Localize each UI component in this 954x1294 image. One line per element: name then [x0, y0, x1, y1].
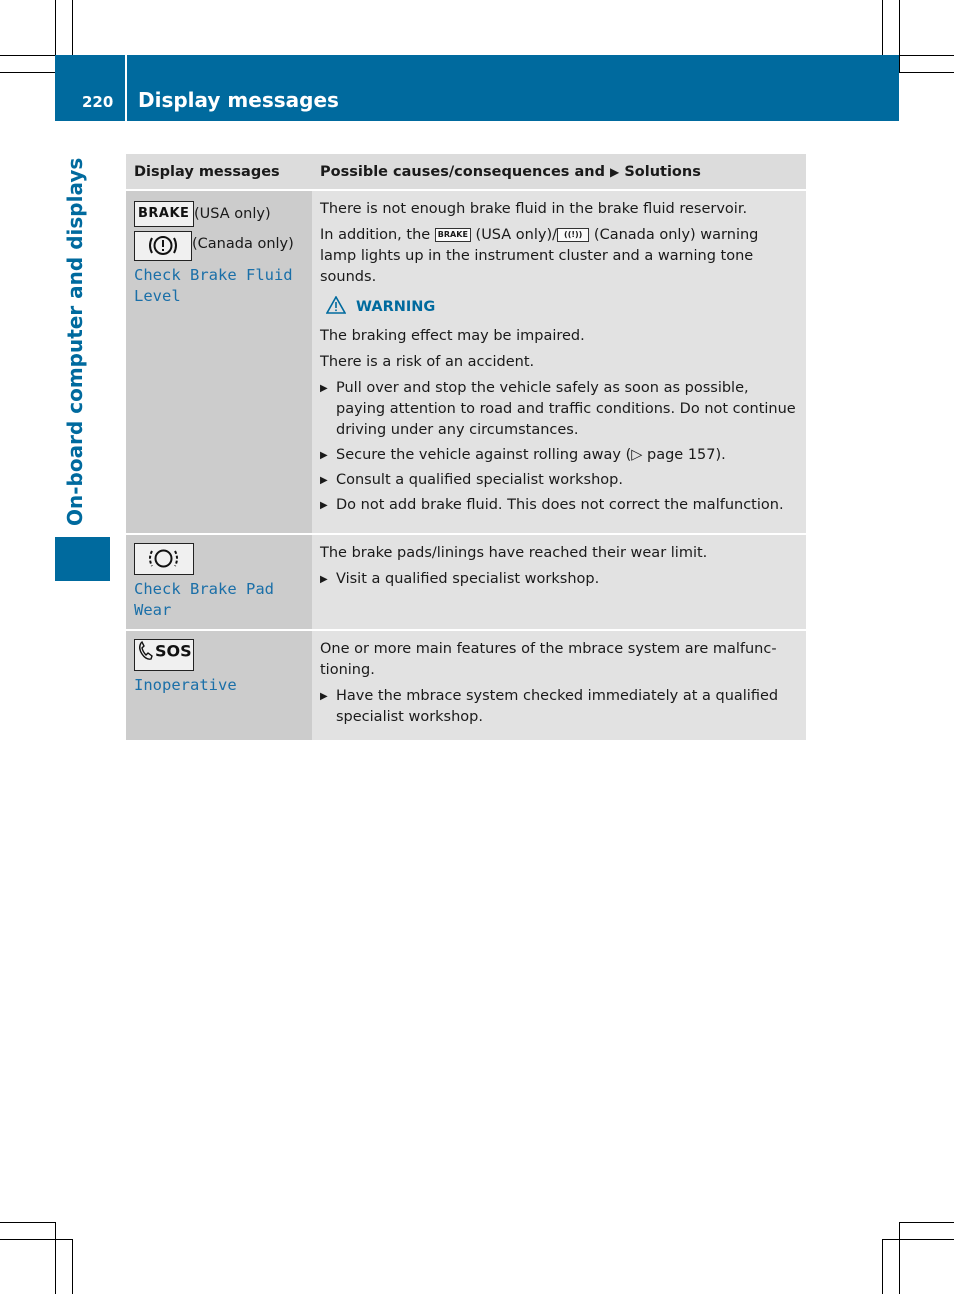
warning-triangle-icon: [326, 296, 346, 314]
column-header-causes: [312, 154, 806, 190]
table-row: [126, 534, 806, 630]
brake-warning-icon: BRAKE: [134, 201, 194, 227]
causes-cell: [312, 190, 806, 534]
label-canada-only: (Canada only): [192, 236, 294, 252]
display-message-cell: [126, 534, 312, 630]
step-arrow-icon: ▶: [320, 450, 328, 461]
display-message-text: Check Brake Fluid Level: [134, 266, 293, 305]
table-row: [126, 630, 806, 740]
display-message-cell: [126, 190, 312, 534]
cause-paragraph: In addition, the BRAKE (USA only)/ ((!)) (Canada only) warning lamp lights up in the instrument cluster and a warning tone sounds.: [320, 227, 759, 285]
side-tab-marker: [55, 537, 110, 581]
crop-mark: [72, 1239, 73, 1294]
table-row: [126, 190, 806, 534]
solution-steps: [320, 378, 799, 516]
list-item: ▶ Have the mbrace system checked immediately at a qualified specialist workshop.: [320, 688, 779, 725]
cause-paragraph: One or more main features of the mbrace system are malfunc- tioning.: [320, 641, 777, 678]
causes-cell: [312, 630, 806, 740]
crop-mark: [882, 1239, 954, 1240]
solution-steps: [320, 569, 799, 590]
label-usa-only: (USA only): [194, 206, 271, 222]
cause-paragraph: There is not enough brake fluid in the brake fluid reservoir.: [320, 201, 748, 217]
crop-mark: [899, 55, 954, 56]
step-arrow-icon: ▶: [320, 383, 328, 394]
crop-mark: [899, 1222, 954, 1223]
column-header-causes-label: Possible causes/consequences and: [320, 163, 605, 180]
header-divider: [125, 55, 127, 121]
page-number: 220: [82, 93, 114, 111]
warning-line: The braking effect may be impaired.: [320, 328, 585, 344]
crop-mark: [882, 1239, 883, 1294]
crop-mark: [0, 1222, 55, 1223]
list-item: ▶ Visit a qualified specialist workshop.: [320, 569, 799, 590]
side-tab-label: On-board computer and displays: [63, 157, 87, 526]
brake-inline-icon: BRAKE: [435, 228, 471, 242]
crop-mark: [899, 1222, 900, 1294]
list-item: ▶ Pull over and stop the vehicle safely as soon as possible, paying attention to road and traffic conditions. Do not continue driving under any circumstances.: [320, 380, 796, 438]
step-arrow-icon: ▶: [320, 475, 328, 486]
brake-circle-warning-icon: [134, 231, 192, 261]
display-message-text: Check Brake Pad Wear: [134, 580, 274, 619]
play-arrow-icon: ▶: [610, 164, 620, 179]
crop-mark: [0, 1239, 72, 1240]
crop-mark: [0, 55, 55, 56]
list-item: ▶ Consult a qualified specialist workshop.: [320, 470, 799, 491]
warning-line: There is a risk of an accident.: [320, 354, 535, 370]
crop-mark: [0, 72, 55, 73]
crop-mark: [55, 1222, 56, 1294]
display-messages-table: [126, 154, 806, 740]
brake-circle-inline-icon: ((!)): [557, 228, 589, 242]
brake-pad-wear-icon: [134, 543, 194, 575]
list-item: ▶ Secure the vehicle against rolling away (▷ page 157).: [320, 445, 799, 466]
step-arrow-icon: ▶: [320, 500, 328, 511]
causes-cell: [312, 534, 806, 630]
display-message-cell: [126, 630, 312, 740]
warning-heading: WARNING: [326, 296, 799, 318]
list-item: ▶ Do not add brake fluid. This does not correct the malfunction.: [320, 495, 799, 516]
step-arrow-icon: ▶: [320, 574, 328, 585]
crop-mark: [882, 0, 883, 55]
column-header-display-messages: Display messages: [126, 154, 312, 190]
cause-paragraph: The brake pads/linings have reached their wear limit.: [320, 545, 708, 561]
step-arrow-icon: ▶: [320, 691, 328, 702]
page-title: Display messages: [138, 88, 339, 112]
solution-steps: [320, 686, 799, 728]
sos-phone-icon: SOS: [134, 639, 194, 671]
crop-mark: [72, 0, 73, 55]
crop-mark: [899, 72, 954, 73]
table-header-row: [126, 154, 806, 190]
column-header-solutions-label: Solutions: [624, 163, 701, 180]
crop-mark: [899, 0, 900, 72]
display-message-text: Inoperative: [134, 676, 237, 694]
